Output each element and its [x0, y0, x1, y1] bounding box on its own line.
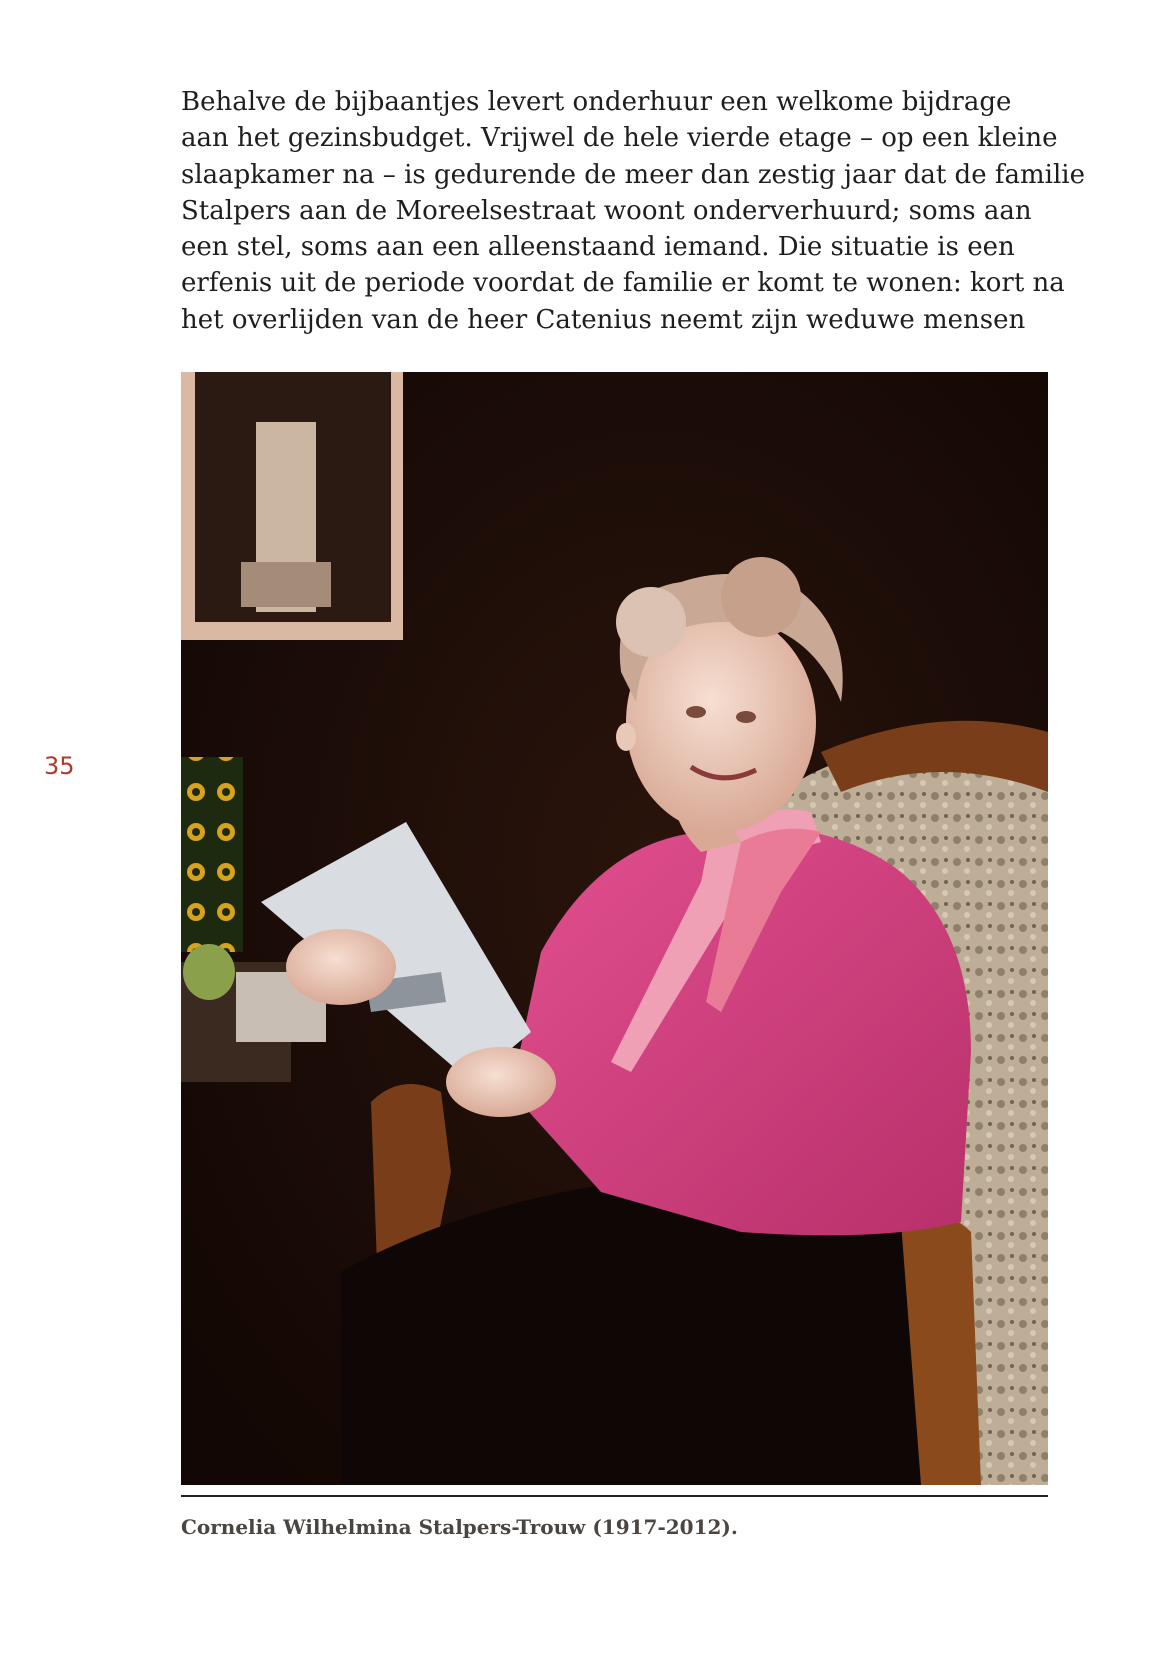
- body-line: Stalpers aan de Moreelsestraat woont onderverhuurd; soms aan: [181, 195, 1032, 226]
- woven-textile: [181, 757, 243, 952]
- body-line: een stel, soms aan een alleenstaand iemand. Die situatie is een: [181, 232, 1015, 263]
- body-line: erfenis uit de periode voordat de familie er komt te wonen: kort na: [181, 268, 1065, 299]
- body-line: slaapkamer na – is gedurende de meer dan zestig jaar dat de familie: [181, 159, 1085, 190]
- portrait-illustration: [181, 372, 1048, 1485]
- body-line: het overlijden van de heer Catenius neemt zijn weduwe mensen: [181, 304, 1026, 335]
- photo-caption: Cornelia Wilhelmina Stalpers-Trouw (1917-2012).: [181, 1515, 738, 1539]
- body-text: [181, 84, 1085, 338]
- caption-rule: [181, 1495, 1048, 1497]
- body-line: aan het gezinsbudget. Vrijwel de hele vierde etage – op een kleine: [181, 123, 1058, 154]
- body-line: Behalve de bijbaantjes levert onderhuur een welkome bijdrage: [181, 87, 1012, 117]
- portrait-photo: [181, 372, 1048, 1485]
- page-number: 35: [44, 752, 75, 780]
